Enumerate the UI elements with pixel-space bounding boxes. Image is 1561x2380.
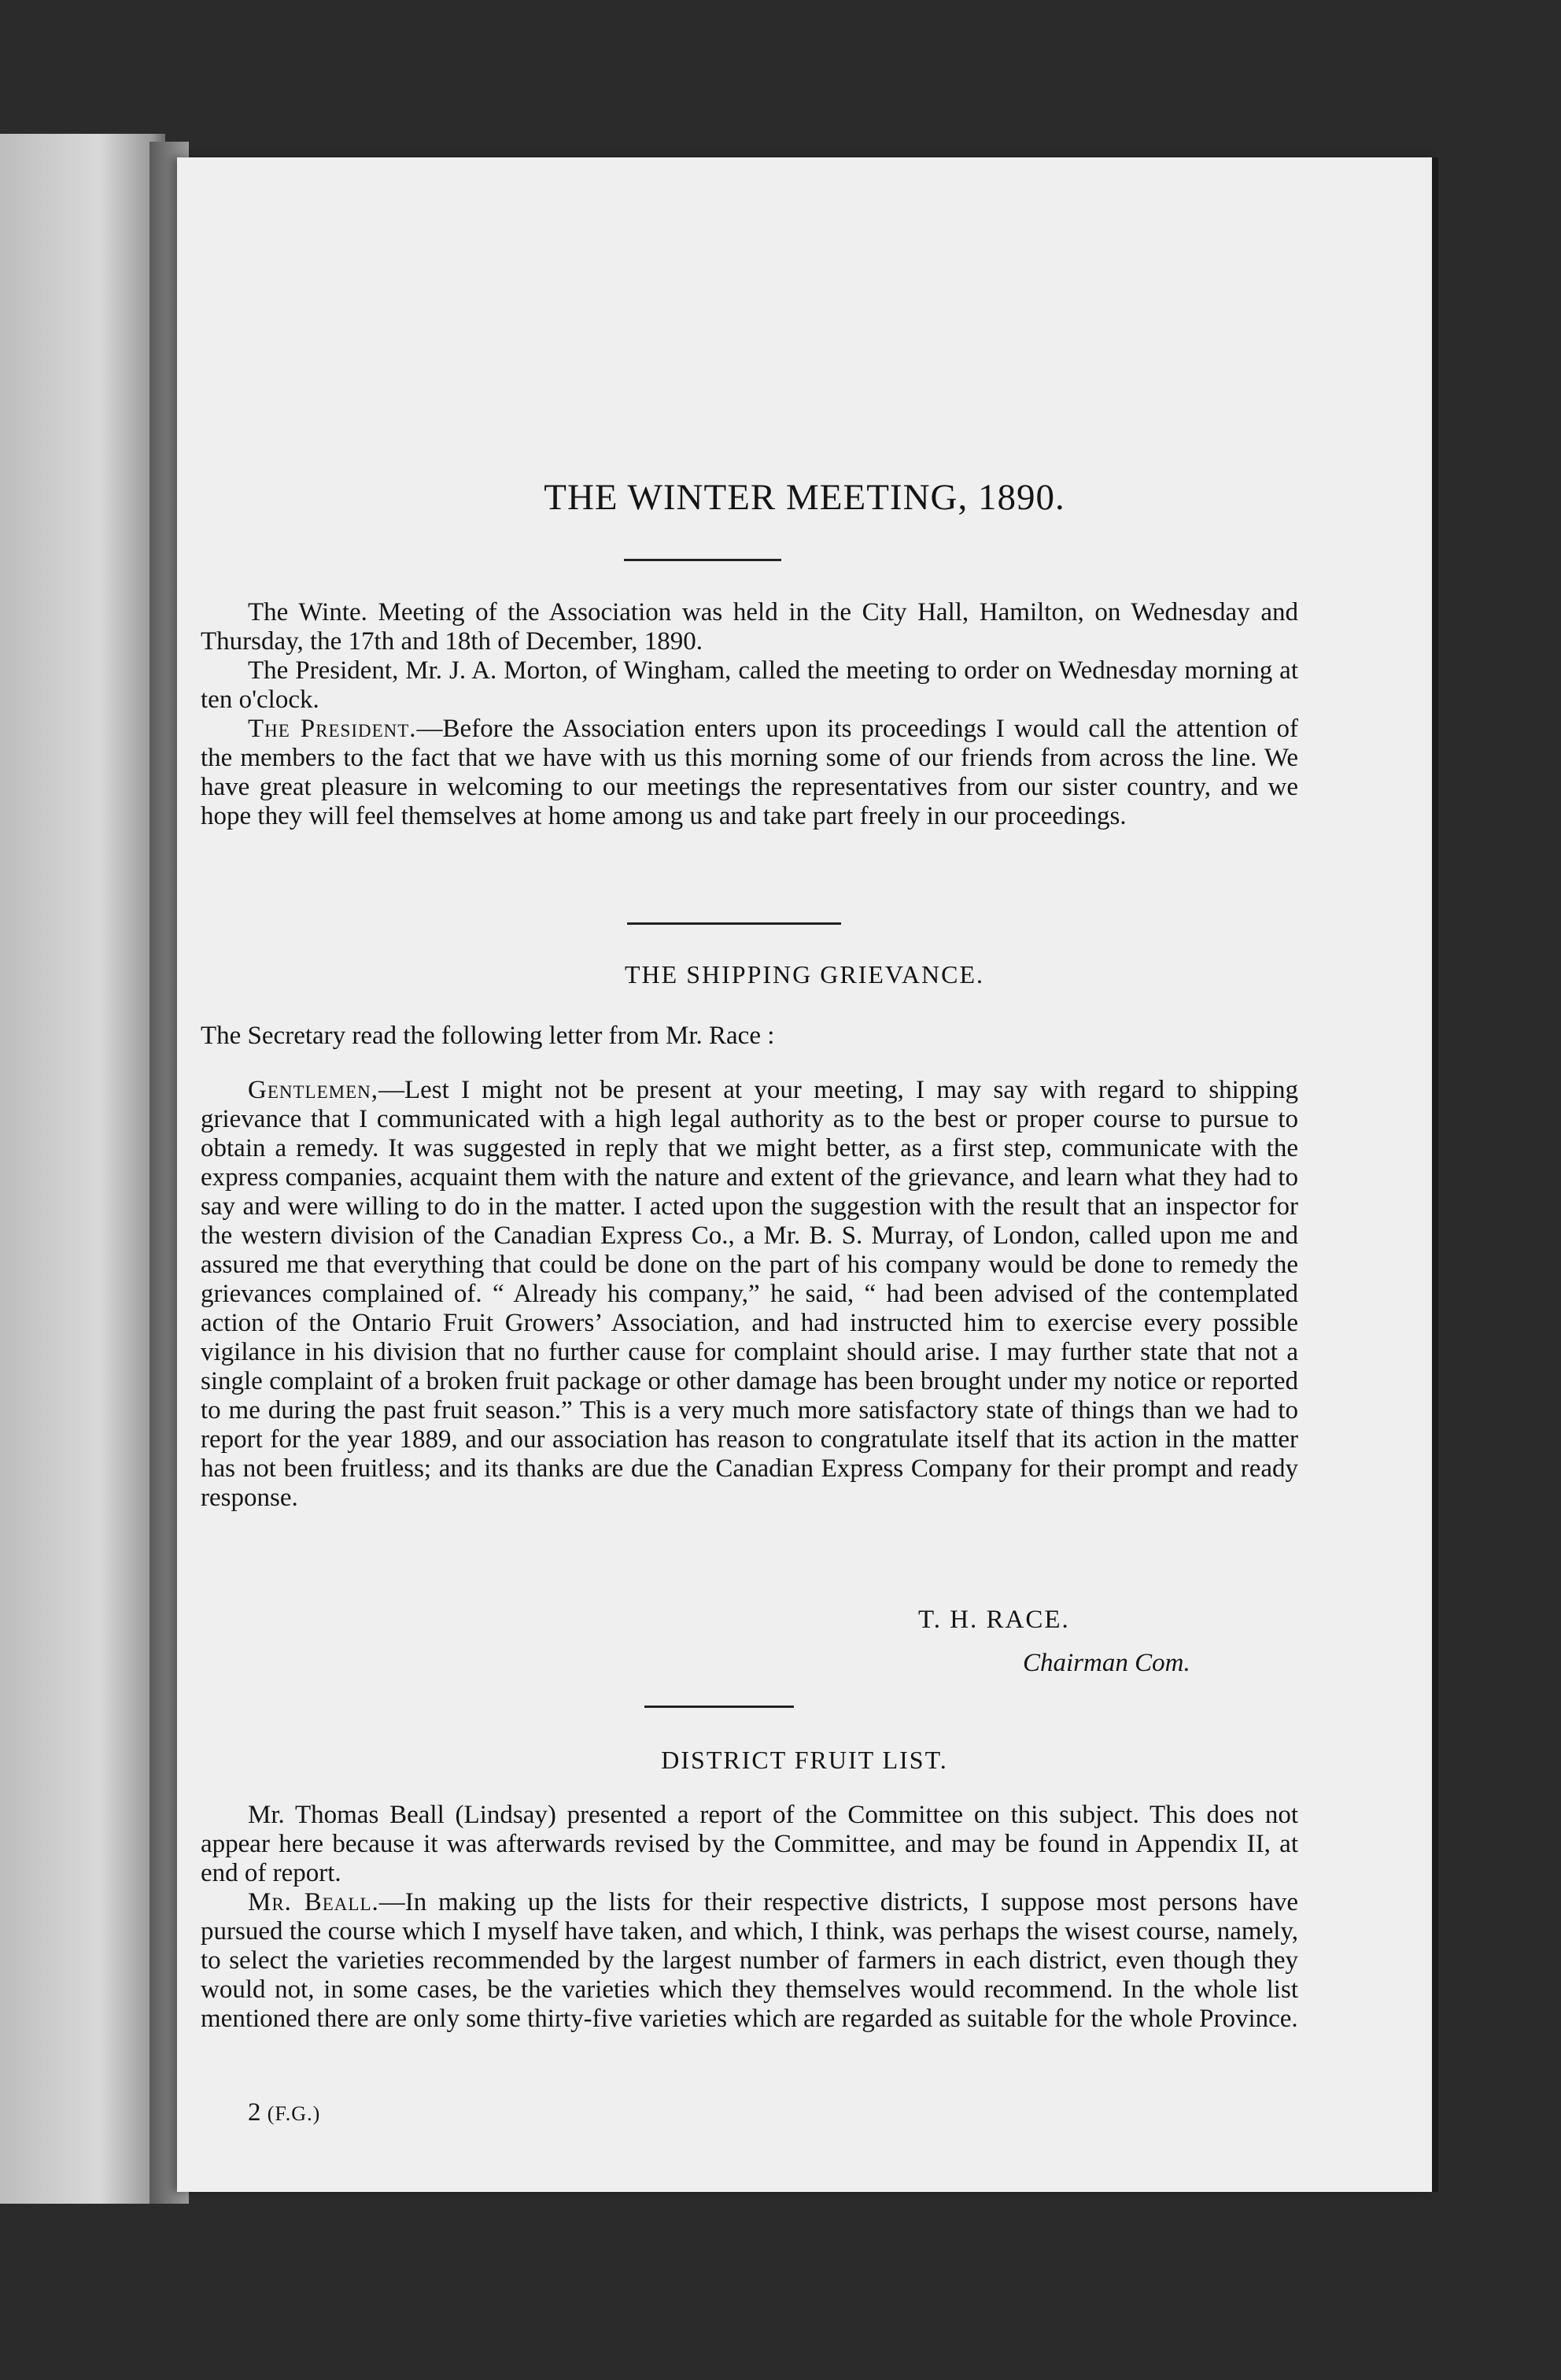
page-number: 2 (248, 2098, 261, 2127)
document-page (177, 157, 1432, 2192)
section-rule-1 (627, 922, 841, 925)
signature-mark: (F.G.) (267, 2102, 321, 2125)
page-edge-shadow (1432, 157, 1438, 2192)
district-paragraph-2 (201, 1888, 1298, 2034)
page-title: THE WINTER MEETING, 1890. (544, 477, 1065, 518)
intro-paragraph-2: The President, Mr. J. A. Morton, of Wingham, called the meeting to order on Wednesday morning at ten o'clock. (201, 656, 1298, 714)
page-footer (248, 2098, 320, 2127)
shipping-intro: The Secretary read the following letter from Mr. Race : (201, 1022, 775, 1050)
heading-shipping-grievance: THE SHIPPING GRIEVANCE. (625, 960, 984, 989)
beall-remarks: —In making up the lists for their respective districts, I suppose most persons have pursued the course which I myself have taken, and which, I think, was perhaps the wisest course, namely, to select the varieties recommended by the largest number of farmers in each district, even though they would not, in some cases, be the varieties which they themselves would recommend. In the whole list mentioned there are only some thirty-five varieties which are regarded as suitable for the whole Province. (201, 1888, 1299, 2033)
facing-page-edge (0, 134, 165, 2204)
title-rule (624, 559, 781, 561)
shipping-section (201, 1022, 1298, 1513)
district-paragraph-1: Mr. Thomas Beall (Lindsay) presented a report of the Committee on this subject. This does not appear here because it was afterwards revised by the Committee, and may be found in Appendix II, at end of report. (201, 1801, 1298, 1887)
district-section (201, 1801, 1298, 2034)
section-rule-2 (644, 1706, 794, 1708)
signature-title: Chairman Com. (1023, 1649, 1190, 1677)
heading-district-fruit-list: DISTRICT FRUIT LIST. (661, 1746, 948, 1774)
letter-salutation: Gentlemen, (248, 1076, 378, 1104)
letter-body: —Lest I might not be present at your meeting, I may say with regard to shipping grievance that I communicated with a high legal authority as to the best or proper course to pursue to obtain a remedy. It was suggested in reply that we might better, as a first step, communicate with the express companies, acquaint them with the nature and extent of the grievance, and learn what they had to say and were willing to do in the matter. I acted upon the suggestion with the result that an inspector for the western division of the Canadian Express Co., a Mr. B. S. Murray, of London, called upon me and assured me that everything that could be done on the part of his company would be done to remedy the grievances complained of. “ Already his company,” he said, “ had been advised of the contemplated action of the Ontario Fruit Growers’ Association, and had instructed him to exercise every possible vigilance in his division that no further cause for complaint should arise. I may further state that not a single complaint of a broken fruit package or other damage has been brought under my notice or reported to me during the past fruit season.” This is a very much more satisfactory state of things than we had to report for the year 1889, and our association has reason to congratulate itself that its action in the matter has not been fruitless; and its thanks are due the Canadian Express Company for their prompt and ready response. (201, 1076, 1298, 1512)
intro-section (201, 598, 1298, 831)
page-content (177, 157, 1432, 2192)
race-letter (201, 1076, 1298, 1513)
speaker-beall: Mr. Beall. (248, 1888, 379, 1916)
intro-paragraph-1: The Winte. Meeting of the Association was held in the City Hall, Hamilton, on Wednesday and Thursday, the 17th and 18th of December, 1890. (201, 598, 1298, 656)
president-remarks: —Before the Association enters upon its proceedings I would call the attention of the members to the fact that we have with us this morning some of our friends from across the line. We have great pleasure in welcoming to our meetings the representatives from our sister country, and we hope they will feel themselves at home among us and take part freely in our proceedings. (201, 715, 1298, 830)
speaker-president: The President. (248, 715, 417, 743)
letter-signature: T. H. RACE. (918, 1606, 1070, 1634)
intro-paragraph-3 (201, 715, 1298, 831)
